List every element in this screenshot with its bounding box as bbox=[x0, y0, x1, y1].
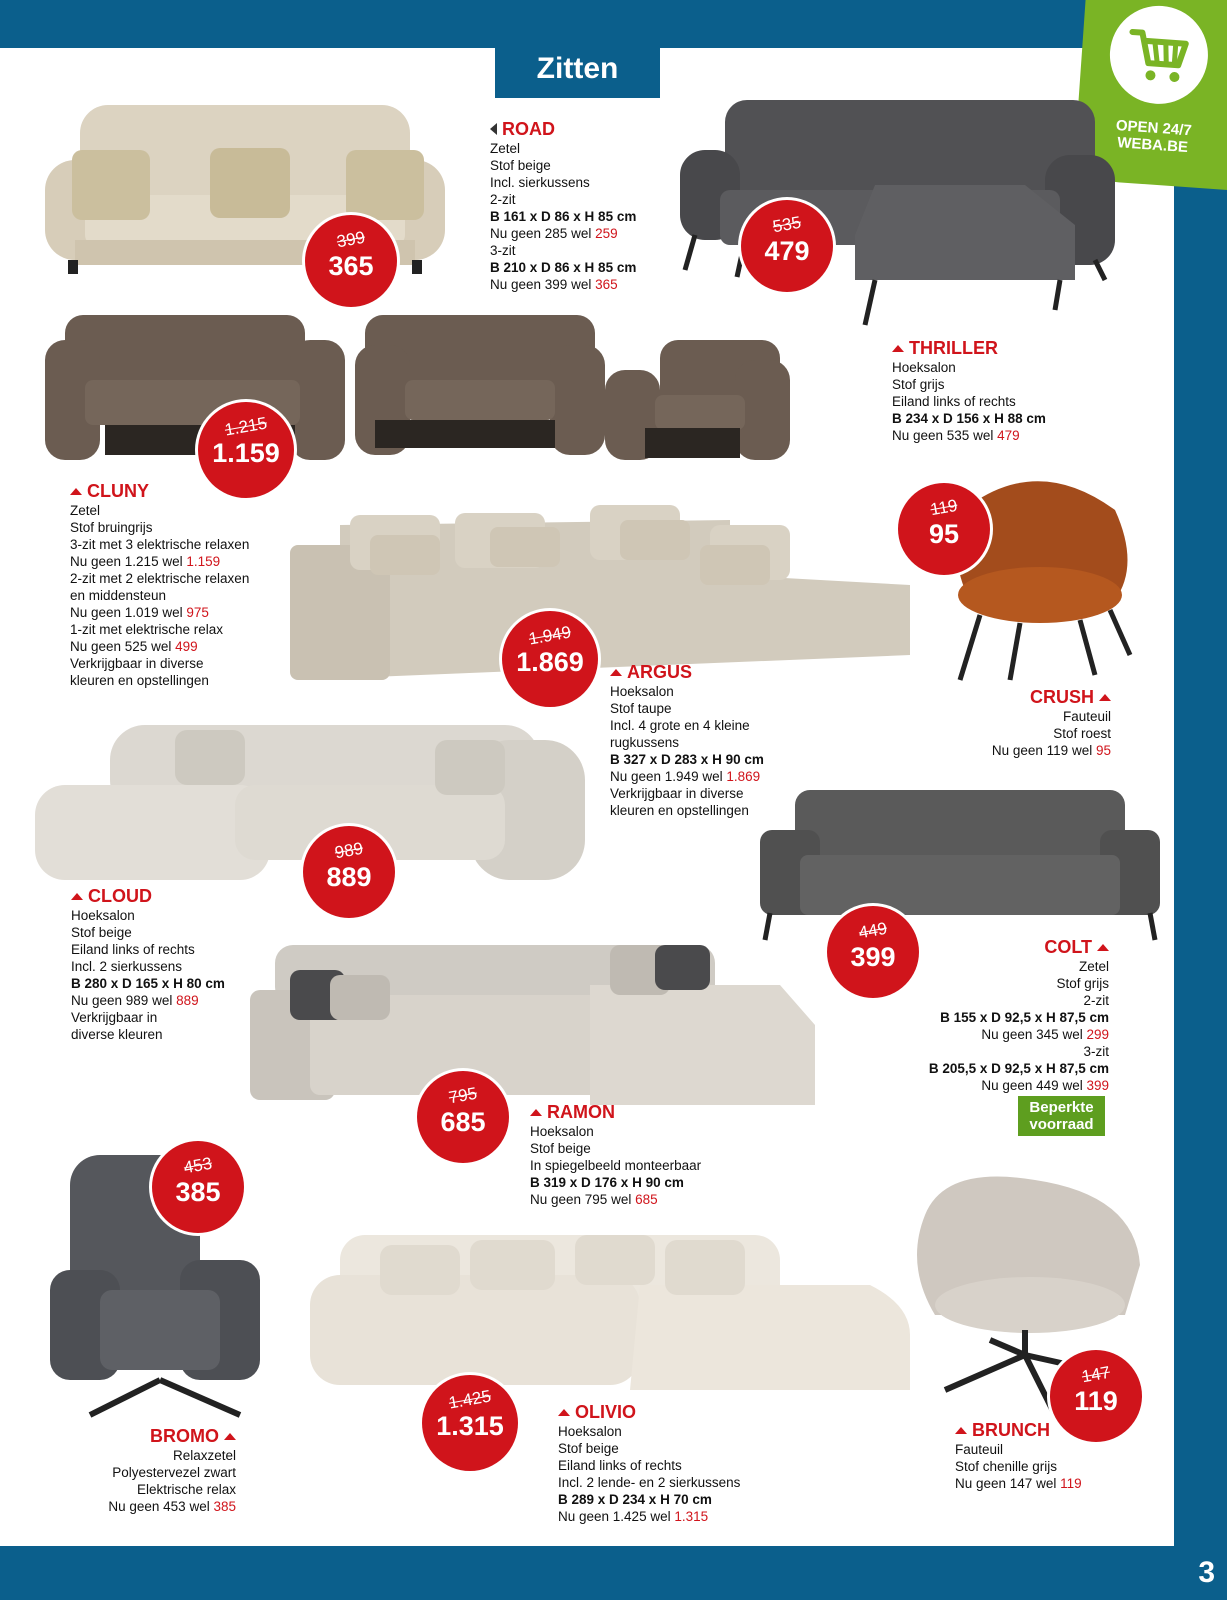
product-name: CLUNY bbox=[70, 480, 249, 502]
price-badge-cloud: 989 889 bbox=[303, 826, 395, 918]
ramon-sofa-image bbox=[250, 945, 820, 1125]
product-name: BROMO bbox=[108, 1425, 236, 1447]
limited-stock-badge: Beperkte voorraad bbox=[1018, 1096, 1105, 1136]
product-name: OLIVIO bbox=[558, 1401, 740, 1423]
price-badge-cluny: 1.215 1.159 bbox=[198, 402, 294, 498]
price-badge-brunch: 147 119 bbox=[1050, 1350, 1142, 1442]
price-badge-argus: 1.949 1.869 bbox=[502, 611, 598, 707]
section-title: Zitten bbox=[495, 48, 660, 98]
product-ramon: RAMON Hoeksalon Stof beige In spiegelbeeld monteerbaar B 319 x D 176 x H 90 cm Nu geen 795 wel 685 bbox=[530, 1102, 702, 1207]
price-badge-colt: 449 399 bbox=[827, 906, 919, 998]
price-badge-ramon: 795 685 bbox=[417, 1071, 509, 1163]
product-argus: ARGUS Hoeksalon Stof taupe Incl. 4 grote en 4 kleine rugkussens B 327 x D 283 x H 90 cm Nu geen 1.949 wel 1.869 Verkrijgbaar in diverse kleuren en opstellingen bbox=[610, 662, 764, 818]
shopping-cart-icon bbox=[1107, 3, 1212, 108]
page-number: 3 bbox=[1198, 1556, 1215, 1589]
top-frame-bar bbox=[0, 0, 1227, 48]
product-name: ROAD bbox=[490, 118, 636, 140]
arrow-up-icon bbox=[224, 1433, 236, 1440]
arrow-up-icon bbox=[70, 488, 82, 495]
product-cloud: CLOUD Hoeksalon Stof beige Eiland links of rechts Incl. 2 sierkussens B 280 x D 165 x H 80 cm Nu geen 989 wel 889 Verkrijgbaar in diverse kleuren bbox=[71, 886, 225, 1042]
product-name: CRUSH bbox=[992, 686, 1111, 708]
product-olivio: OLIVIO Hoeksalon Stof beige Eiland links of rechts Incl. 2 lende- en 2 sierkussens B 289 x D 234 x H 70 cm Nu geen 1.425 wel 1.315 bbox=[558, 1402, 741, 1524]
price-badge-bromo: 453 385 bbox=[152, 1141, 244, 1233]
arrow-up-icon bbox=[530, 1109, 542, 1116]
product-name: THRILLER bbox=[892, 337, 1046, 359]
price-badge-road: 399 365 bbox=[305, 215, 397, 307]
cluny-sofa-set-image bbox=[45, 310, 805, 470]
product-colt: COLT Zetel Stof grijs 2-zit B 155 x D 92,5 x H 87,5 cm Nu geen 345 wel 299 3-zit B 205,5 x D 92,5 x H 87,5 cm Nu geen 449 wel 399 bbox=[928, 937, 1109, 1093]
arrow-up-icon bbox=[71, 893, 83, 900]
product-road: ROAD Zetel Stof beige Incl. sierkussens 2-zit B 161 x D 86 x H 85 cm Nu geen 285 wel 259 3-zit B 210 x D 86 x H 85 cm Nu geen 399 wel 365 bbox=[490, 119, 637, 292]
price-badge-thriller: 535 479 bbox=[741, 200, 833, 292]
arrow-up-icon bbox=[892, 345, 904, 352]
product-name: CLOUD bbox=[71, 885, 225, 907]
product-name: BRUNCH bbox=[955, 1419, 1082, 1441]
arrow-left-icon bbox=[490, 123, 497, 135]
product-cluny: CLUNY Zetel Stof bruingrijs 3-zit met 3 elektrische relaxen Nu geen 1.215 wel 1.159 2-zit met 2 elektrische relaxen en middensteun Nu geen 1.019 wel 975 1-zit met elektrische relax Nu geen 525 wel 499 Verkrijgbaar in diverse kleuren en opstellingen bbox=[70, 481, 250, 688]
product-brunch: BRUNCH Fauteuil Stof chenille grijs Nu geen 147 wel 119 bbox=[955, 1420, 1082, 1491]
thriller-sofa-image bbox=[675, 95, 1135, 330]
argus-sofa-image bbox=[290, 505, 925, 685]
price-badge-olivio: 1.425 1.315 bbox=[422, 1375, 518, 1471]
arrow-up-icon bbox=[610, 669, 622, 676]
price-badge-crush: 119 95 bbox=[898, 483, 990, 575]
bottom-frame-bar bbox=[0, 1546, 1227, 1600]
webshop-text: OPEN 24/7 WEBA.BE bbox=[1115, 117, 1193, 157]
olivio-sofa-image bbox=[310, 1225, 915, 1400]
product-thriller: THRILLER Hoeksalon Stof grijs Eiland links of rechts B 234 x D 156 x H 88 cm Nu geen 535 wel 479 bbox=[892, 338, 1046, 443]
product-name: ARGUS bbox=[610, 661, 764, 683]
arrow-up-icon bbox=[1099, 694, 1111, 701]
product-name: RAMON bbox=[530, 1101, 701, 1123]
product-crush: CRUSH Fauteuil Stof roest Nu geen 119 wel 95 bbox=[991, 687, 1111, 758]
product-name: COLT bbox=[929, 936, 1109, 958]
colt-sofa-image bbox=[760, 785, 1160, 945]
product-bromo: BROMO Relaxzetel Polyestervezel zwart Elektrische relax Nu geen 453 wel 385 bbox=[108, 1426, 236, 1514]
right-frame-bar bbox=[1174, 0, 1227, 1600]
arrow-up-icon bbox=[955, 1427, 967, 1434]
arrow-up-icon bbox=[1097, 944, 1109, 951]
arrow-up-icon bbox=[558, 1409, 570, 1416]
